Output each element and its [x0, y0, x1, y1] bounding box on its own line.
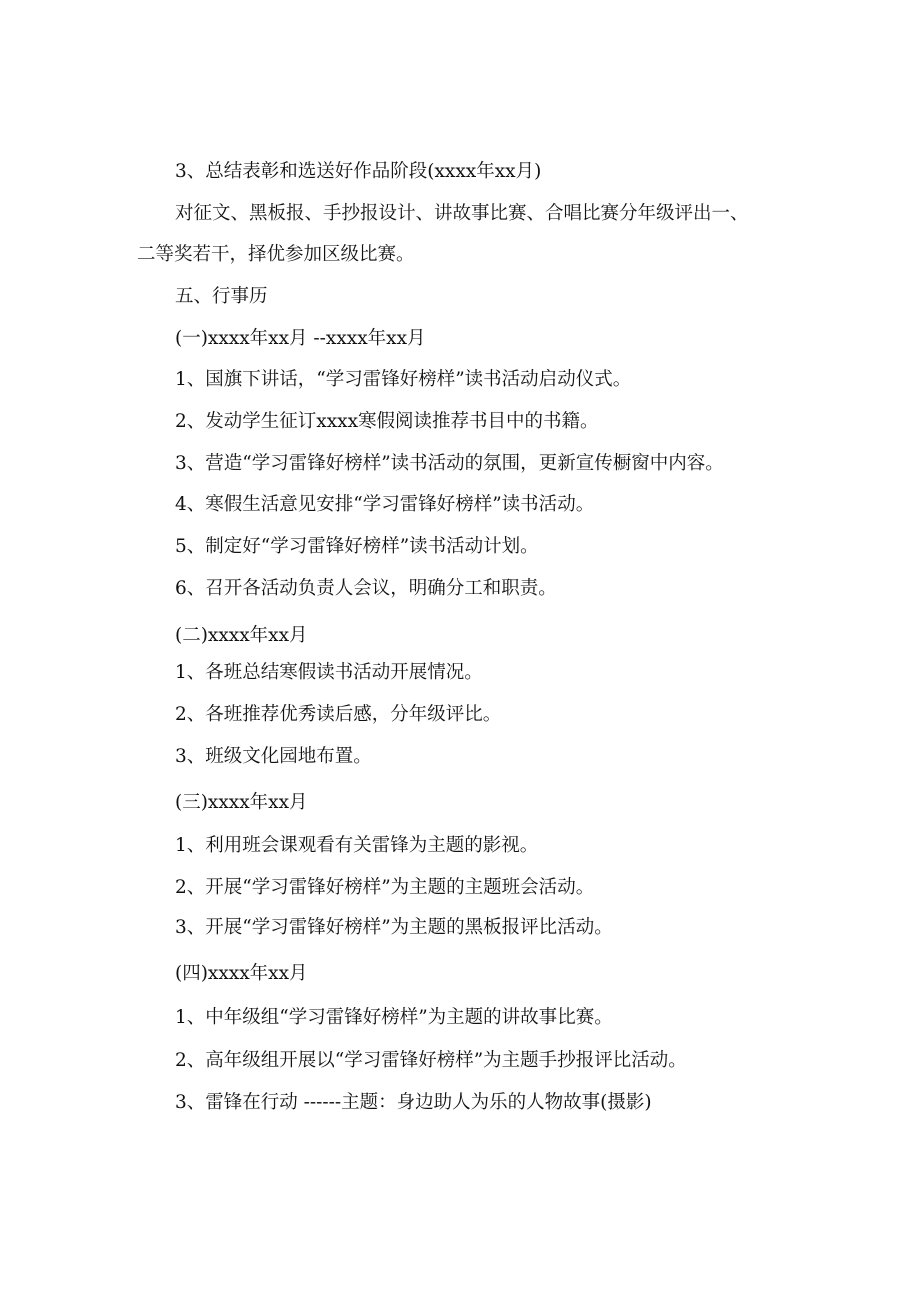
- list-item: 1、利用班会课观看有关雷锋为主题的影视。: [175, 835, 539, 856]
- list-item: 1、中年级组“学习雷锋好榜样”为主题的讲故事比赛。: [175, 1007, 613, 1028]
- list-item: 3、雷锋在行动 ------主题：身边助人为乐的人物故事(摄影): [175, 1092, 652, 1113]
- period-heading-4: (四)xxxx年xx月: [175, 963, 308, 984]
- list-item: 2、高年级组开展以“学习雷锋好榜样”为主题手抄报评比活动。: [175, 1050, 687, 1071]
- period-heading-1: (一)xxxx年xx月 --xxxx年xx月: [175, 328, 426, 349]
- paragraph-stage3-heading: 3、总结表彰和选送好作品阶段(xxxx年xx月): [175, 161, 542, 182]
- list-item: 3、班级文化园地布置。: [175, 746, 372, 767]
- list-item: 3、营造“学习雷锋好榜样”读书活动的氛围，更新宣传橱窗中内容。: [175, 453, 724, 474]
- paragraph-stage3-body: 对征文、黑板报、手抄报设计、讲故事比赛、合唱比赛分年级评出一、: [175, 203, 749, 224]
- list-item: 2、开展“学习雷锋好榜样”为主题的主题班会活动。: [175, 877, 595, 898]
- list-item: 2、发动学生征订xxxx寒假阅读推荐书目中的书籍。: [175, 411, 599, 432]
- list-item: 1、国旗下讲话，“学习雷锋好榜样”读书活动启动仪式。: [175, 369, 632, 390]
- paragraph-stage3-body-cont: 二等奖若干，择优参加区级比赛。: [137, 244, 415, 265]
- period-heading-2: (二)xxxx年xx月: [175, 625, 308, 646]
- list-item: 6、召开各活动负责人会议，明确分工和职责。: [175, 578, 557, 599]
- list-item: 1、各班总结寒假读书活动开展情况。: [175, 662, 483, 683]
- list-item: 3、开展“学习雷锋好榜样”为主题的黑板报评比活动。: [175, 917, 613, 938]
- list-item: 4、寒假生活意见安排“学习雷锋好榜样”读书活动。: [175, 494, 595, 515]
- section-heading-calendar: 五、行事历: [175, 286, 268, 307]
- list-item: 2、各班推荐优秀读后感，分年级评比。: [175, 704, 502, 725]
- list-item: 5、制定好“学习雷锋好榜样”读书活动计划。: [175, 536, 539, 557]
- period-heading-3: (三)xxxx年xx月: [175, 792, 308, 813]
